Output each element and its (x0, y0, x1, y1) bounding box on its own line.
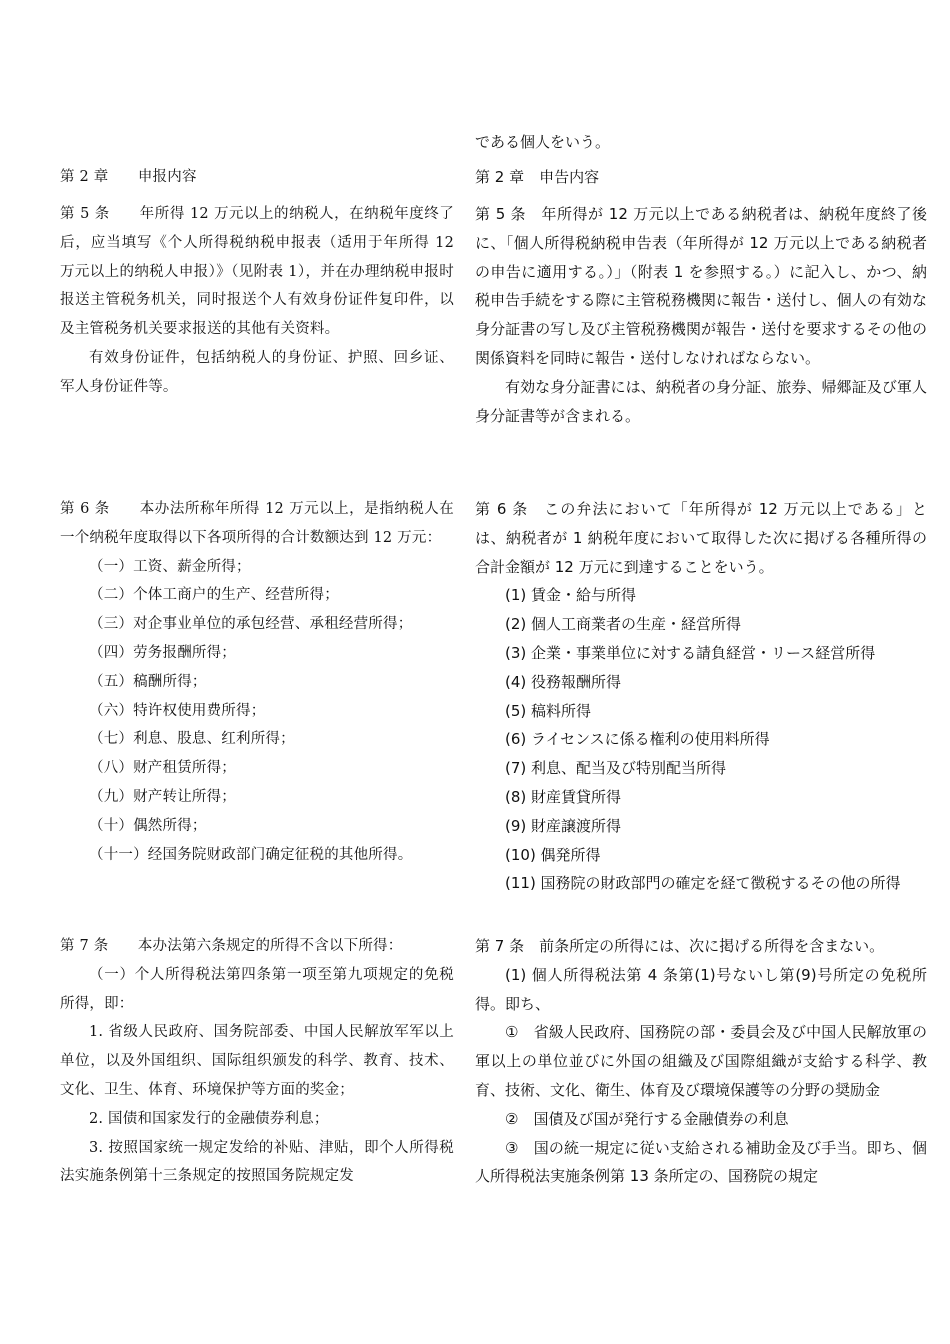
japanese-article-5-paragraph: 第 5 条 年所得が 12 万元以上である納税者は、納税年度終了後に、「個人所得税納税申告表（年所得が 12 万元以上である納税者の申告に適用する。）」（附表 1 を参照する。）に記入し、かつ、納税申告手続をする際に主管税務機関に報告・送付し、個人の有効な身分証書の写し及び主管税務機関が報告・送付を要求するその他の関係資料を同時に報告・送付しなければならない。 (475, 205, 927, 367)
chinese-article-6-intro: 第 6 条 本办法所称年所得 12 万元以上，是指纳税人在一个纳税年度取得以下各项所得的合计数额达到 12 万元： (60, 501, 454, 546)
japanese-article-7-sub-3: ③ 国の統一規定に従い支給される補助金及び手当。即ち、個人所得税法実施条例第 13 条所定の、国務院の規定 (475, 1138, 927, 1186)
japanese-income-item: (1) 賃金・給与所得 (505, 586, 637, 605)
chinese-income-item: （三）对企事业单位的承包经营、承租经营所得； (89, 616, 413, 633)
japanese-income-item: (2) 個人工商業者の生産・経営所得 (505, 615, 742, 634)
japanese-income-item: (5) 稿料所得 (505, 701, 592, 720)
japanese-article-7-sub-2: ② 国債及び国が発行する金融債券の利息 (505, 1109, 789, 1128)
japanese-article-7-sub-1: ① 省級人民政府、国務院の部・委員会及び中国人民解放軍の軍以上の単位並びに外国の組織及び国際組織が支給する科学、教育、技術、文化、衛生、体育及び環境保護等の分野の奨励金 (475, 1023, 927, 1099)
chinese-income-item: （一）工资、薪金所得； (89, 558, 251, 575)
chinese-chapter-2-block (60, 163, 454, 192)
japanese-article-5-block (475, 200, 927, 430)
chinese-income-item: （七）利息、股息、红利所得； (89, 731, 295, 748)
japanese-income-item: (8) 財産賃貸所得 (505, 787, 622, 806)
chinese-income-item: （二）个体工商户的生产、经营所得； (89, 587, 339, 604)
chinese-income-item: （六）特许权使用费所得； (89, 702, 266, 719)
chinese-article-5-id-documents: 有效身份证件，包括纳税人的身份证、护照、回乡证、军人身份证件等。 (60, 349, 454, 395)
chinese-article-7-sub-2: 2. 国债和国家发行的金融债券利息； (89, 1110, 329, 1127)
japanese-income-item: (7) 利息、配当及び特別配当所得 (505, 759, 727, 778)
japanese-chapter-2-block (475, 163, 927, 192)
japanese-carryover-block (475, 128, 927, 157)
chinese-income-item: （十一）经国务院财政部门确定征税的其他所得。 (89, 846, 413, 863)
chinese-income-item: （八）财产租赁所得； (89, 760, 236, 777)
chinese-article-7-sub-3: 3. 按照国家统一规定发给的补贴、津贴，即个人所得税法实施条例第十三条规定的按照国务院规定发 (60, 1139, 454, 1185)
japanese-income-item: (4) 役務報酬所得 (505, 672, 622, 691)
japanese-income-item: (11) 国務院の財政部門の確定を経て徴税するその他の所得 (505, 874, 901, 893)
chinese-article-7-intro: 第 7 条 本办法第六条规定的所得不含以下所得： (60, 938, 403, 954)
japanese-income-item: (6) ライセンスに係る権利の使用料所得 (505, 730, 770, 749)
japanese-carryover-text: である個人をいう。 (475, 133, 611, 151)
japanese-article-7-item-1: (1) 個人所得税法第 4 条第(1)号ないし第(9)号所定の免税所得。即ち、 (475, 965, 927, 1013)
chinese-income-item: （四）劳务报酬所得； (89, 644, 236, 661)
chinese-chapter-heading: 第 2 章 申报内容 (60, 169, 197, 185)
chinese-article-5-paragraph: 第 5 条 年所得 12 万元以上的纳税人，在纳税年度终了后，应当填写《个人所得税纳税申报表（适用于年所得 12 万元以上的纳税人申报）》（见附表 1），并在办理纳税申报时报送主管税务机关，同时报送个人有效身份证件复印件，以及主管税务机关要求报送的其他有关资料。 (60, 206, 454, 338)
chinese-article-7-block (60, 932, 454, 1191)
chinese-article-5-block (60, 200, 454, 402)
japanese-article-7-block (475, 932, 927, 1191)
chinese-income-item: （五）稿酬所得； (89, 673, 207, 690)
japanese-income-item: (10) 偶発所得 (505, 845, 601, 864)
chinese-article-6-block (60, 495, 454, 869)
japanese-article-7-intro: 第 7 条 前条所定の所得には、次に掲げる所得を含まない。 (475, 937, 885, 955)
chinese-income-item: （九）财产转让所得； (89, 788, 236, 805)
japanese-article-5-id-documents: 有効な身分証書には、納税者の身分証、旅券、帰郷証及び軍人身分証書等が含まれる。 (475, 377, 927, 425)
japanese-income-item: (3) 企業・事業単位に対する請負経営・リース経営所得 (505, 643, 876, 662)
japanese-article-6-intro: 第 6 条 この弁法において「年所得が 12 万元以上である」とは、納税者が 1 納税年度において取得した次に掲げる各種所得の合計金額が 12 万元に到達することをいう。 (475, 500, 927, 576)
japanese-income-item: (9) 財産譲渡所得 (505, 816, 622, 835)
chinese-article-7-sub-1: 1. 省级人民政府、国务院部委、中国人民解放军军以上单位，以及外国组织、国际组织颁发的科学、教育、技术、文化、卫生、体育、环境保护等方面的奖金； (60, 1024, 454, 1098)
chinese-article-7-item-1: （一）个人所得税法第四条第一项至第九项规定的免税所得，即： (60, 966, 454, 1012)
chinese-income-item: （十）偶然所得； (89, 817, 207, 834)
japanese-chapter-heading: 第 2 章 申告内容 (475, 168, 600, 186)
japanese-article-6-block (475, 495, 927, 898)
